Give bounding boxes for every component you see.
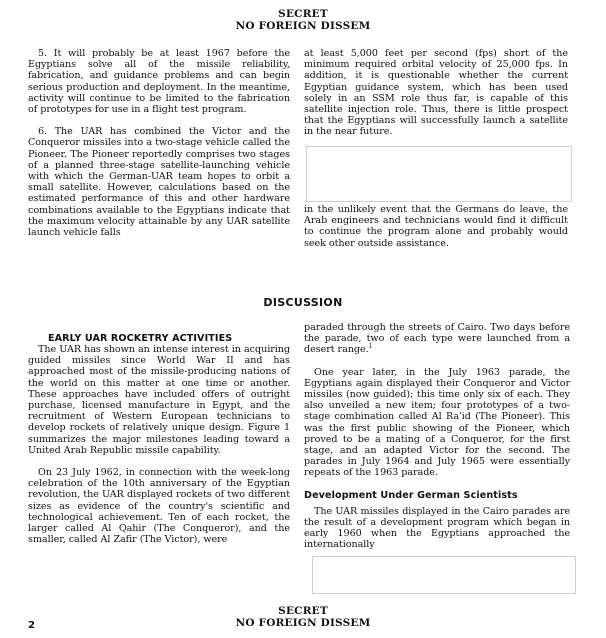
- paragraph-uar-interest: The UAR has shown an intense interest in acquiring guided missiles since World War II and has approached most of the missile-producing nations of the world on this matter at one time or another. These approaches have included offers of outright purchase, licensed manufacture in Egypt, and the recruitment of Western European technicians to develop rockets of relatively unique design. Figure 1 summarizes the major milestones leading toward a United Arab Republic missile capability.: [28, 344, 290, 456]
- paragraph-7-fragment: in the unlikely event that the Germans do leave, the Arab engineers and technicians would find it difficult to continue the program alone and probably would seek other outside assistance.: [304, 204, 568, 249]
- paragraph-5: 5. It will probably be at least 1967 before the Egyptians solve all of the missile reliability, fabrication, and guidance problems and can begin serious production and deployment. In the meantime, activity will continue to be limited to the fabrication of prototypes for use in a flight test program.: [28, 48, 290, 116]
- top-left-column: [28, 48, 290, 238]
- classification-header: [0, 8, 606, 32]
- footnote-marker: 1: [368, 343, 373, 351]
- classification-footer-line1: SECRET: [278, 605, 328, 617]
- top-right-column-lower: [304, 204, 568, 249]
- redaction-box-top: [306, 146, 572, 202]
- subhead-german-scientists-text: Development Under German Scientists: [304, 489, 518, 501]
- paragraph-parade-cairo: [304, 322, 570, 356]
- section-title-discussion: DISCUSSION: [263, 296, 343, 309]
- paragraph-development-program: The UAR missiles displayed in the Cairo parades are the result of a development program which began in early 1960 when the Egyptians approached the internationally: [304, 505, 570, 551]
- classification-header-line2: NO FOREIGN DISSEM: [235, 20, 371, 32]
- paragraph-6: 6. The UAR has combined the Victor and the Conqueror missiles into a two-stage vehicle called the Pioneer. The Pioneer reportedly comprises two stages of a planned three-stage satellite-launching vehicle with which the German-UAR team hopes to orbit a small satellite. However, calculations based on the estimated performance of this and other hardware combinations available to the Egyptians indicate that the maximum velocity attainable by any UAR satellite launch vehicle falls: [28, 126, 290, 239]
- paragraph-23-july-1962: On 23 July 1962, in connection with the week-long celebration of the 10th anniversary of the Egyptian revolution, the UAR displayed rockets of two different sizes as evidence of the country's scientific and technological achievement. Ten of each rocket, the larger called Al Qahir (The Conqueror), and the smaller, called Al Zafir (The Victor), were: [28, 467, 290, 546]
- subhead-early-rocketry: [48, 326, 288, 345]
- subhead-german-scientists: [304, 490, 570, 501]
- paragraph-parade-cairo-text: paraded through the streets of Cairo. Two days before the parade, two of each type were launched from a desert range.: [304, 322, 570, 356]
- classification-footer-line2: NO FOREIGN DISSEM: [235, 617, 371, 629]
- discussion-left-column: [28, 344, 290, 545]
- paragraph-6-continued: at least 5,000 feet per second (fps) short of the minimum required orbital velocity of 25,000 fps. In addition, it is questionable whether the current Egyptian guidance system, which has been used solely in an SSM role thus far, is capable of this satellite injection role. Thus, there is little prospect that the Egyptians will successfully launch a satellite in the near future.: [304, 48, 568, 138]
- page-number: 2: [28, 620, 35, 631]
- discussion-right-column: [304, 322, 570, 551]
- subhead-early-rocketry-text: EARLY UAR ROCKETRY ACTIVITIES: [48, 333, 233, 344]
- paragraph-1963-parade: One year later, in the July 1963 parade, the Egyptians again displayed their Conqueror and Victor missiles (now guided); this time only six of each. They also unveiled a new item; four prototypes of a two-stage combination called Al Ra'id (The Pioneer). This was the first public showing of the Pioneer, which proved to be a mating of a Conqueror, for the first stage, and an adapted Victor for the second. The parades in July 1964 and July 1965 were essentially repeats of the 1963 parade.: [304, 366, 570, 479]
- redaction-box-bottom: [312, 556, 576, 594]
- top-right-column: [304, 48, 568, 138]
- classification-header-line1: SECRET: [278, 8, 328, 20]
- classification-footer: [0, 605, 606, 629]
